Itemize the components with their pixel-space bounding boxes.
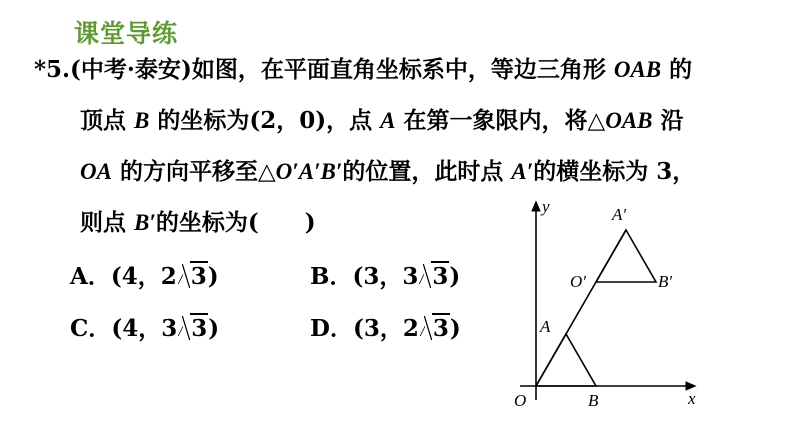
sqrt-symbol: 3: [178, 262, 208, 292]
option-d[interactable]: D．(3，2 3): [310, 315, 461, 342]
option-a[interactable]: A．(4，2 3): [70, 263, 219, 290]
a-label: A: [540, 317, 551, 336]
triangle-oab-prime: [596, 230, 656, 282]
o-prime-label: O′: [570, 272, 586, 291]
section-header: 课堂导练: [74, 19, 179, 48]
option-c[interactable]: C．(4，3 3): [70, 315, 220, 342]
y-label: y: [542, 197, 550, 216]
b-label: B: [588, 391, 599, 410]
triangle-oab: [536, 334, 596, 386]
sqrt-symbol: 3: [420, 314, 450, 344]
origin-label: O: [514, 391, 527, 410]
question-line-1: *5.(中考·泰安)如图，在平面直角坐标系中，等边三角形 OAB 的: [34, 56, 693, 83]
b-prime-label: B′: [658, 272, 673, 291]
sqrt-symbol: 3: [178, 314, 208, 344]
x-label: x: [688, 389, 696, 408]
a-prime-label: A′: [612, 205, 627, 224]
question-line-4: 则点 B′的坐标为( ): [80, 209, 316, 236]
question-line-2: 顶点 B 的坐标为(2，0)，点 A 在第一象限内，将△OAB 沿: [80, 107, 684, 134]
sqrt-symbol: 3: [419, 262, 449, 292]
option-b[interactable]: B．(3，3 3): [310, 263, 461, 290]
coordinate-figure: [500, 190, 710, 415]
question-line-3: OA 的方向平移至△O′A′B′的位置，此时点 A′的横坐标为 3，: [80, 158, 696, 185]
